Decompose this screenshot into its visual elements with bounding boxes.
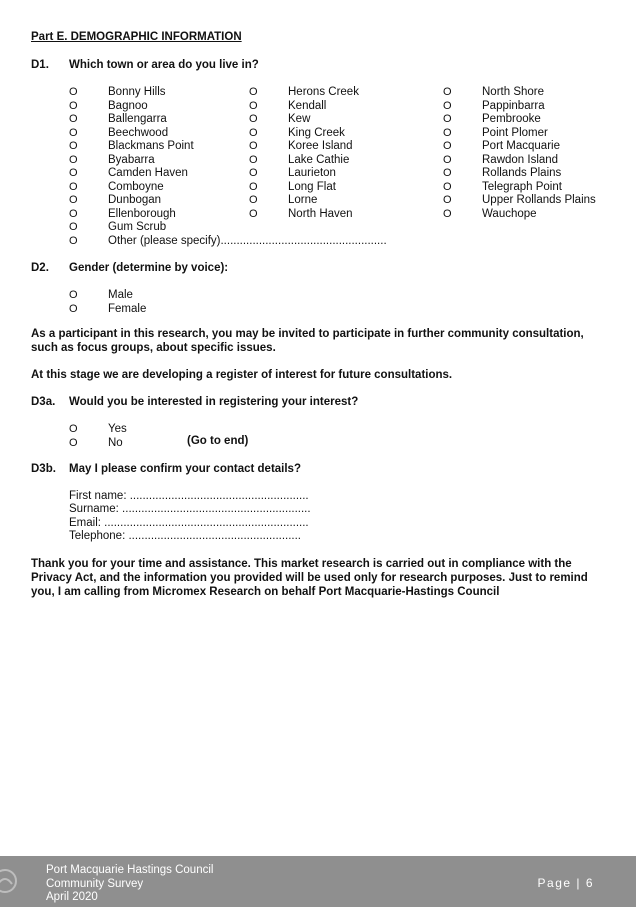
- option-label: Beechwood: [108, 126, 169, 139]
- option-circle-icon[interactable]: O: [249, 86, 258, 98]
- question-number: D1.: [31, 59, 49, 71]
- question-text: Gender (determine by voice):: [69, 262, 229, 274]
- option-label: Ballengarra: [108, 113, 167, 125]
- question-text: Would you be interested in registering your interest?: [69, 396, 359, 408]
- option-circle-icon[interactable]: O: [443, 167, 452, 179]
- option-circle-icon[interactable]: O: [249, 207, 258, 220]
- option-label: Laurieton: [288, 167, 336, 179]
- option-circle-icon[interactable]: O: [443, 153, 452, 166]
- option-circle-icon[interactable]: O: [249, 126, 258, 139]
- option-label: Rollands Plains: [482, 167, 562, 179]
- contact-telephone: Telephone: ......................................................: [69, 530, 301, 542]
- option-circle-icon[interactable]: O: [443, 113, 452, 125]
- option-label: Other (please specify)....................................................: [108, 234, 387, 247]
- question-d1: [31, 59, 259, 71]
- question-number: D3b.: [31, 463, 56, 475]
- option-circle-icon[interactable]: O: [69, 86, 78, 98]
- footer-organisation: [46, 864, 213, 905]
- option-circle-icon[interactable]: O: [69, 207, 78, 220]
- option-circle-icon[interactable]: O: [69, 140, 78, 152]
- option-circle-icon[interactable]: O: [69, 423, 78, 435]
- option-label: Ellenborough: [108, 207, 176, 220]
- page-number: Page | 6: [537, 876, 594, 890]
- option-label: Yes: [108, 423, 127, 435]
- option-circle-icon[interactable]: O: [443, 207, 452, 220]
- option-circle-icon[interactable]: O: [249, 194, 258, 206]
- option-circle-icon[interactable]: O: [69, 180, 78, 193]
- option-label: Male: [108, 289, 133, 301]
- option-label: No: [108, 436, 123, 449]
- option-label: North Haven: [288, 207, 353, 220]
- footer-council-name: Port Macquarie Hastings Council: [46, 864, 214, 876]
- option-label: Bonny Hills: [108, 86, 166, 98]
- option-label: Lorne: [288, 194, 318, 206]
- option-label: Telegraph Point: [482, 180, 562, 193]
- option-circle-icon[interactable]: O: [249, 167, 258, 179]
- section-title: Part E. DEMOGRAPHIC INFORMATION: [31, 31, 242, 43]
- option-circle-icon[interactable]: O: [69, 99, 78, 112]
- option-label: Byabarra: [108, 153, 155, 166]
- contact-surname: Surname: ...........................................................: [69, 503, 311, 515]
- option-circle-icon[interactable]: O: [249, 113, 258, 125]
- option-label: Pembrooke: [482, 113, 541, 125]
- question-text: Which town or area do you live in?: [69, 59, 259, 71]
- option-circle-icon[interactable]: O: [249, 153, 258, 166]
- participation-paragraph: As a participant in this research, you may be invited to participate in further community consultation, such as focus groups, about specific issues.: [31, 328, 584, 354]
- option-circle-icon[interactable]: O: [69, 113, 78, 125]
- option-circle-icon[interactable]: O: [69, 194, 78, 206]
- footer-survey-name: Community Survey: [46, 877, 144, 890]
- contact-first-name: First name: ........................................................: [69, 490, 309, 502]
- question-text: May I please confirm your contact details?: [69, 463, 301, 475]
- option-label: North Shore: [482, 86, 545, 98]
- option-label: Camden Haven: [108, 167, 188, 179]
- option-circle-icon[interactable]: O: [443, 194, 452, 206]
- option-circle-icon[interactable]: O: [249, 99, 258, 112]
- council-logo-icon: [0, 868, 18, 894]
- option-label: Comboyne: [108, 180, 164, 193]
- option-label: Female: [108, 302, 147, 315]
- footer-date: April 2020: [46, 891, 98, 903]
- option-label: Bagnoo: [108, 99, 148, 112]
- register-paragraph: At this stage we are developing a register of interest for future consultations.: [31, 369, 453, 381]
- option-circle-icon[interactable]: O: [69, 302, 78, 315]
- option-circle-icon[interactable]: O: [249, 140, 258, 152]
- page-footer: [0, 856, 636, 907]
- option-circle-icon[interactable]: O: [443, 86, 452, 98]
- option-label: Pappinbarra: [482, 99, 545, 112]
- option-label: Kew: [288, 113, 311, 125]
- option-circle-icon[interactable]: O: [443, 99, 452, 112]
- option-label: Lake Cathie: [288, 153, 350, 166]
- option-label: Long Flat: [288, 180, 336, 193]
- go-to-end-instruction: (Go to end): [187, 435, 249, 447]
- option-circle-icon[interactable]: O: [69, 167, 78, 179]
- option-circle-icon[interactable]: O: [69, 153, 78, 166]
- option-label: Herons Creek: [288, 86, 359, 98]
- option-circle-icon[interactable]: O: [69, 221, 78, 233]
- option-label: Point Plomer: [482, 126, 548, 139]
- option-label: Koree Island: [288, 140, 353, 152]
- option-label: Gum Scrub: [108, 221, 167, 233]
- question-d3b: [31, 463, 301, 475]
- option-label: King Creek: [288, 126, 345, 139]
- option-label: Kendall: [288, 99, 327, 112]
- option-label: Blackmans Point: [108, 140, 194, 152]
- option-label: Upper Rollands Plains: [482, 194, 596, 206]
- option-label: Port Macquarie: [482, 140, 560, 152]
- option-circle-icon[interactable]: O: [69, 289, 78, 301]
- option-circle-icon[interactable]: O: [443, 126, 452, 139]
- question-d2: [31, 262, 228, 274]
- option-label: Rawdon Island: [482, 153, 559, 166]
- closing-paragraph: Thank you for your time and assistance. This market research is carried out in compliance with the Privacy Act, and the information you provided will be used only for research purposes. Just to remind you, I am calling from Micromex Research on behalf Port Macquarie-Hastings Council: [31, 558, 588, 598]
- option-label: Wauchope: [482, 207, 537, 220]
- question-d3a: [31, 396, 358, 408]
- option-circle-icon[interactable]: O: [69, 126, 78, 139]
- option-circle-icon[interactable]: O: [443, 180, 452, 193]
- question-number: D3a.: [31, 396, 56, 408]
- option-circle-icon[interactable]: O: [69, 436, 78, 449]
- option-circle-icon[interactable]: O: [69, 234, 78, 247]
- option-circle-icon[interactable]: O: [443, 140, 452, 152]
- option-circle-icon[interactable]: O: [249, 180, 258, 193]
- contact-email: Email: ................................................................: [69, 517, 309, 529]
- question-number: D2.: [31, 262, 49, 274]
- option-label: Dunbogan: [108, 194, 162, 206]
